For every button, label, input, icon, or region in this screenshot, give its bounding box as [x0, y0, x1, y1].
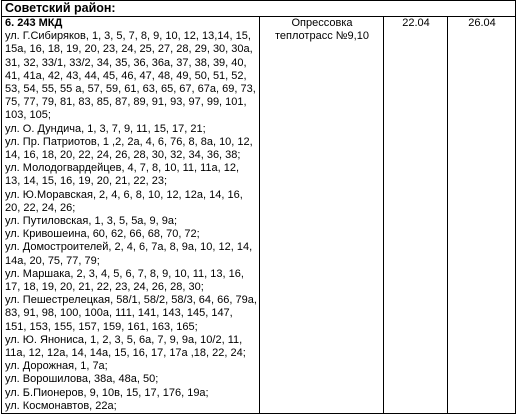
street-entry: ул. Пр. Патриотов, 1 ,2, 2а, 4, 6, 76, 8, 8а, 10, 12, 14, 16, 18, 20, 22, 24, 26, 28, 30, 32, 34, 36, 38; — [5, 135, 253, 162]
street-entry: ул. Пешестрелецкая, 58/1, 58/2, 58/3, 64, 66, 79а, 83, 91, 98, 100, 100а, 111, 141, 143, 145, 147, 151, 153, 155, 157, 159, 161, 163, 165; — [5, 294, 257, 333]
street-entry: ул. Дорожная, 1, 7а; — [5, 360, 108, 373]
street-entry: ул. Путиловская, 1, 3, 5, 5а, 9, 9а; — [5, 215, 178, 228]
address-cell — [2, 17, 260, 414]
street-entry: ул. Ю.Моравская, 2, 4, 6, 8, 10, 12, 12а, 14, 16, 20, 22, 24, 26; — [5, 188, 243, 214]
outage-table — [1, 0, 516, 414]
street-entry: ул. Ворошилова, 38а, 48а, 50; — [5, 373, 159, 386]
work-type-cell: Опрессовка теплотрасс №9,10 — [260, 17, 384, 414]
street-entry: ул. Молодогвардейцев, 4, 7, 8, 10, 11, 11а, 12, 13, 14, 15, 16, 19, 20, 21, 22, 23; — [5, 162, 240, 188]
street-entry: ул. Кривошеина, 60, 62, 66, 68, 70, 72; — [5, 228, 200, 241]
street-entry: ул. Космонавтов, 22а; — [5, 399, 117, 412]
end-date-cell: 26.04 — [448, 17, 516, 414]
street-entry: ул. О. Дундича, 1, 3, 7, 9, 11, 15, 17, 21; — [5, 122, 206, 135]
district-title: Советский район: — [2, 1, 516, 17]
street-entry: ул. Маршака, 2, 3, 4, 5, 6, 7, 8, 9, 10, 11, 13, 16, 17, 18, 19, 20, 21, 22, 23, 24, 26, 28, 30; — [5, 267, 244, 294]
street-entry: ул. Г.Сибиряков, 1, 3, 5, 7, 8, 9, 10, 12, 13,14, 15, 15а, 16, 18, 19, 20, 23, 24, 25, 27, 28, 29, 30, 30а, 31, 32, 33/1, 33/2, 34, 35, 36, 36а, 37, 38, 39, 40, 41, 41а, 42, 43, 44, 45, 46, 47, 48, 49, 50, 51, 52, 53, 54, 55, 55 а, 57, 59, 61, 63, 65, 67, 67а, 69, 73, 75, 77, 79, 81, 83, 85, 87, 89, 91, 93, 97, 99, 101, 103, 105; — [5, 30, 256, 122]
table-row — [2, 17, 516, 414]
street-entry: ул. Домостроителей, 2, 4, 6, 7а, 8, 9а, 10, 12, 14, 14а, 20, 75, 77, 79; — [5, 241, 253, 267]
street-entry: ул. Ю. Янониса, 1, 2, 3, 5, 6а, 7, 9, 9а, 10/2, 11, 11а, 12, 12а, 14, 14а, 15, 16, 17, 17а ,18, 22, 24; — [5, 333, 246, 360]
street-entry: ул. Б.Пионеров, 9, 10в, 15, 17, 176, 19а; — [5, 386, 209, 399]
group-title: 6. 243 МКД — [5, 17, 63, 29]
start-date-cell: 22.04 — [384, 17, 448, 414]
district-header-row — [2, 1, 516, 17]
